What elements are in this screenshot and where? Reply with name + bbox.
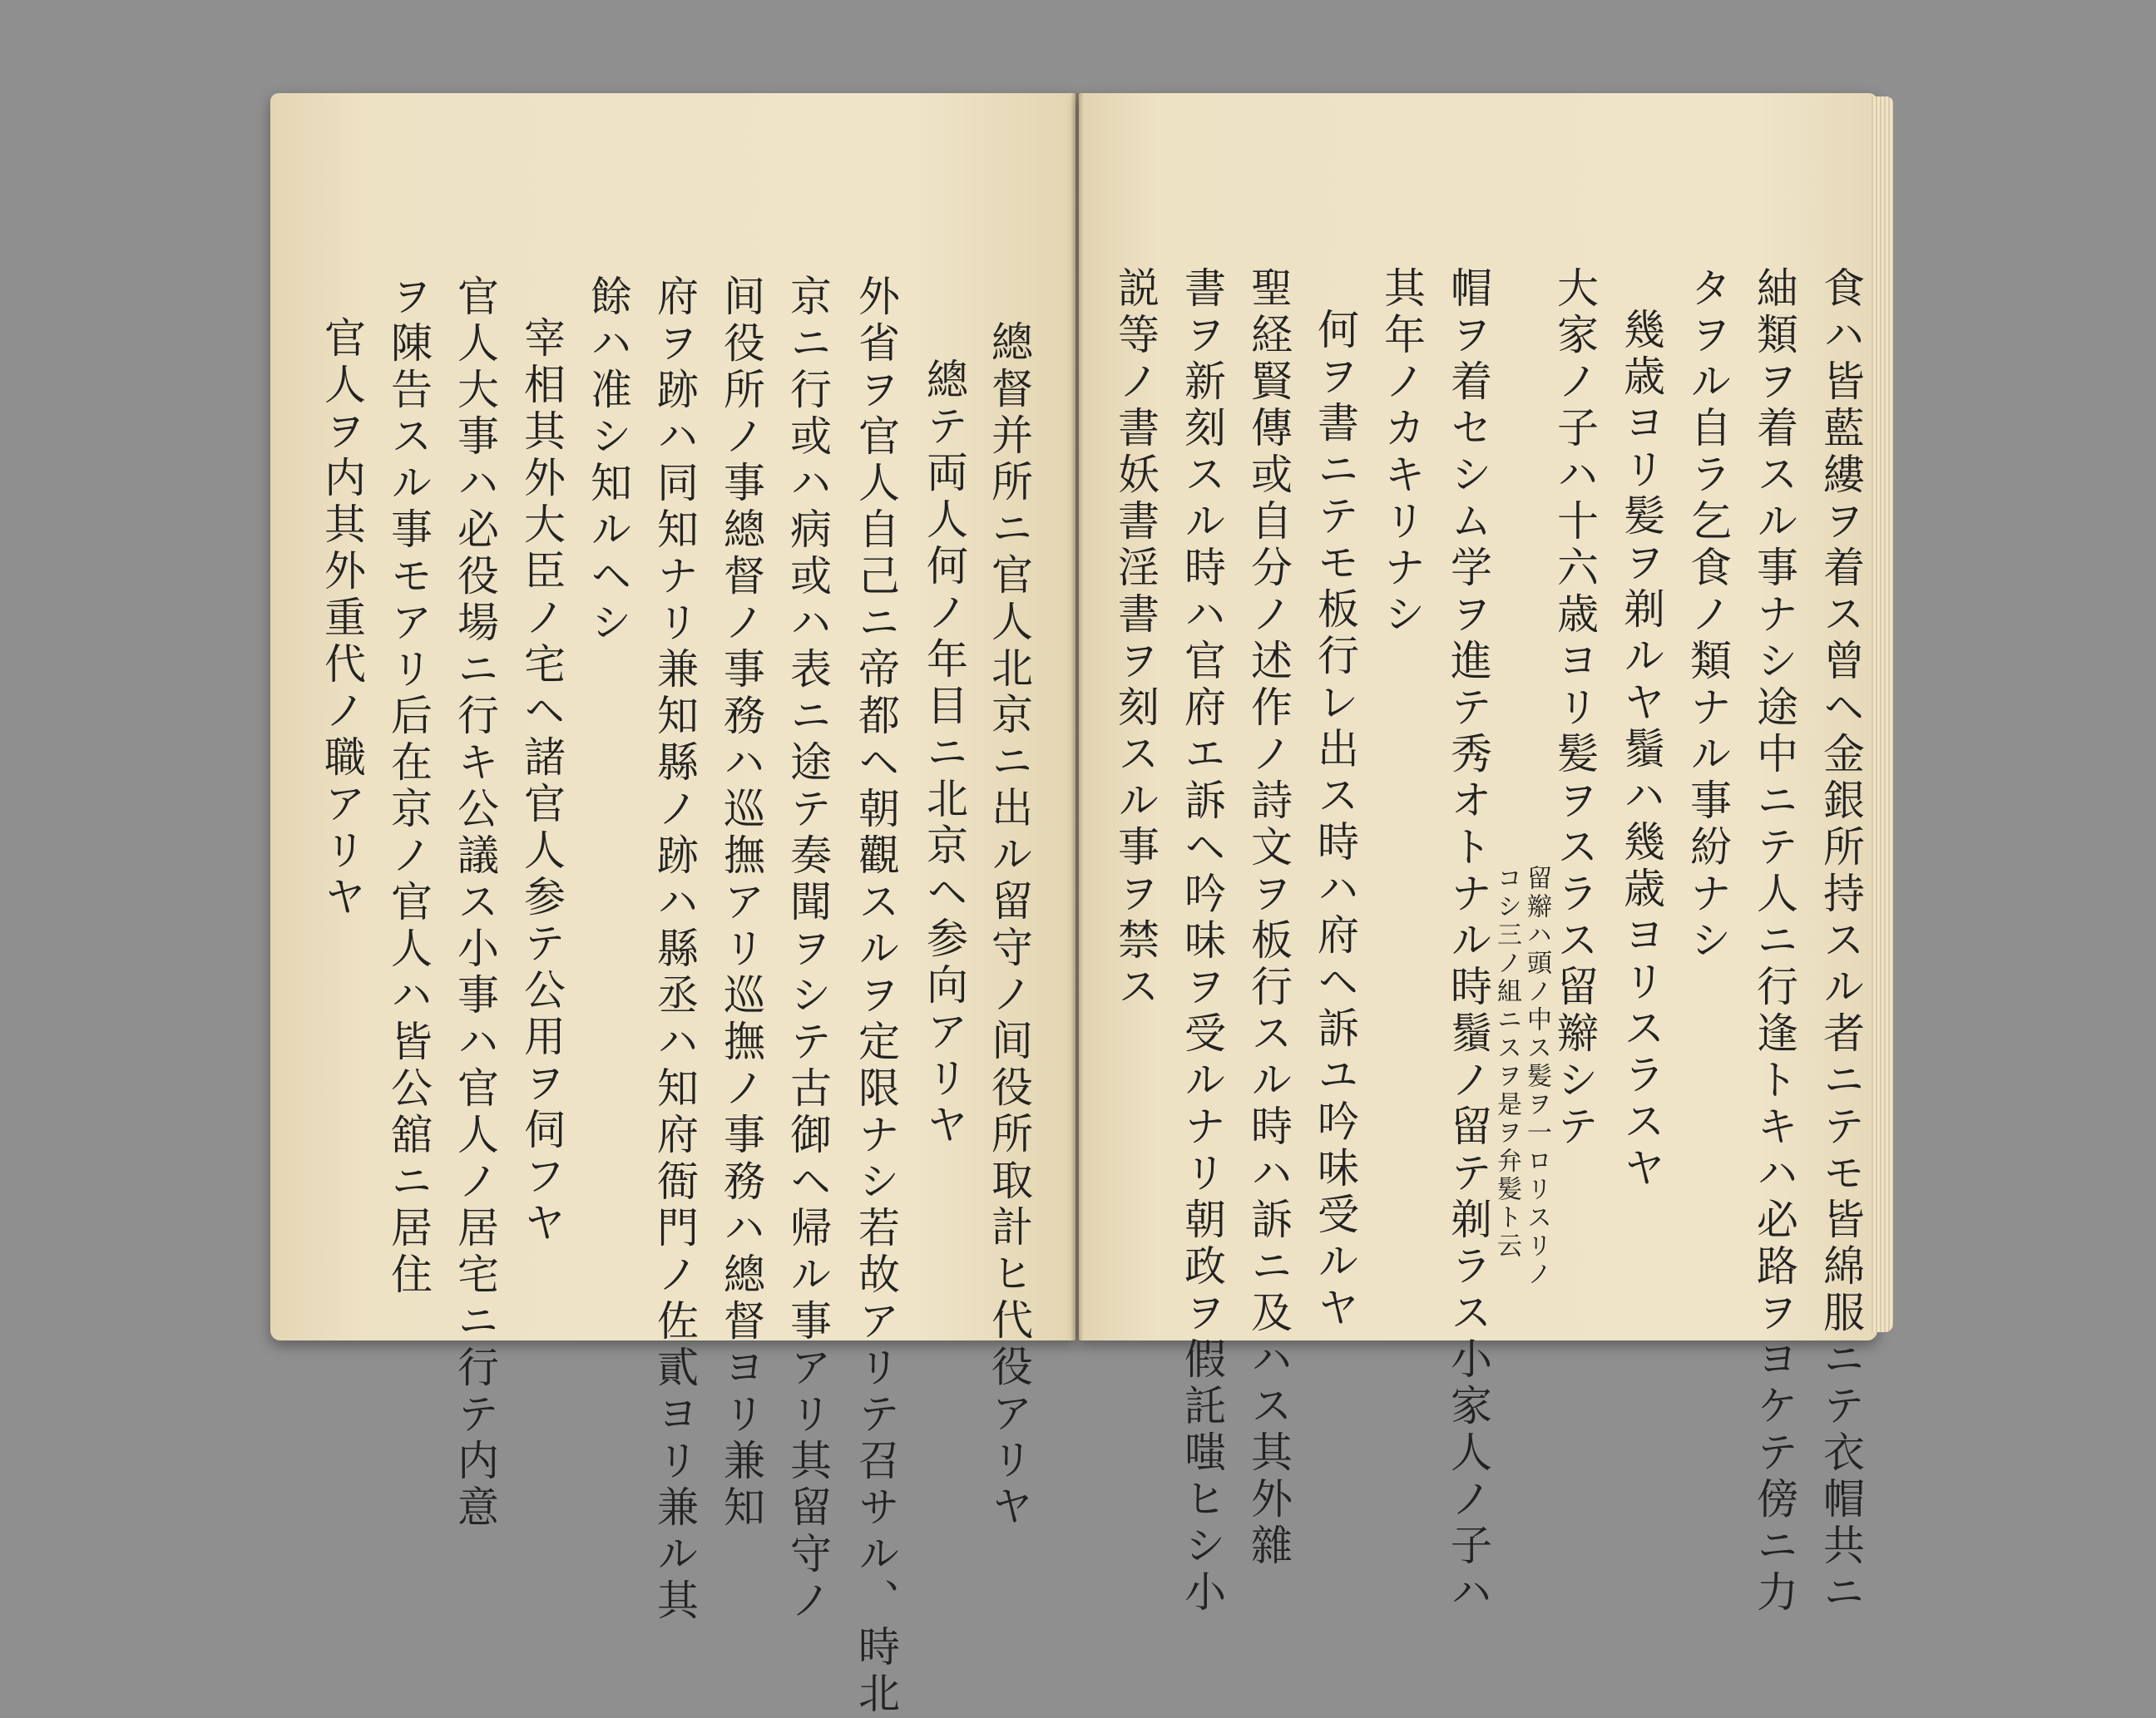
annotation-note: コシ三ノ組ニスヲ是ヲ弁髪ト云 — [1492, 865, 1521, 1261]
right-text-column: 大家ノ子ハ十六歳ヨリ髪ヲスラス留辮シテ — [1550, 266, 1599, 1151]
right-text-column: 何ヲ書ニテモ板行レ出ス時ハ府ヘ訴ユ吟味受ルヤ — [1311, 308, 1359, 1332]
left-text-column: 府ヲ跡ハ同知ナリ兼知縣ノ跡ハ縣丞ハ知府衙門ノ佐貳ヨリ兼ル其 — [650, 274, 699, 1625]
left-text-column: 外省ヲ官人自己ニ帝都ヘ朝觀スルヲ定限ナシ若故アリテ召サル、時北 — [852, 274, 900, 1718]
left-text-column: 官人ヲ内其外重代ノ職アリヤ — [318, 316, 366, 921]
right-text-column: 聖経賢傳或自分ノ述作ノ詩文ヲ板行スル時ハ訴ニ及ハス其外雜 — [1244, 266, 1293, 1570]
right-text-column: 幾歳ヨリ髪ヲ剃ルヤ鬚ハ幾歳ヨリスラスヤ — [1617, 308, 1665, 1192]
left-text-column: 宰相其外大臣ノ宅ヘ諸官人参テ公用ヲ伺フヤ — [517, 316, 566, 1247]
left-text-column: ヲ陳告スル事モアリ后在京ノ官人ハ皆公舘ニ居住 — [384, 274, 433, 1299]
left-text-column: 餘ハ准シ知ルヘシ — [584, 274, 632, 647]
right-text-column: 其年ノカキリナシ — [1377, 266, 1426, 639]
left-text-column: 總督并所ニ官人北京ニ出ル留守ノ间役所取計ヒ代役アリヤ — [985, 320, 1033, 1531]
right-text-column: 帽ヲ着セシム学ヲ進テ秀オトナル時鬚ノ留テ剃ラス小家人ノ子ハ — [1444, 266, 1492, 1617]
left-text-column: 京ニ行或ハ病或ハ表ニ途テ奏聞ヲシテ古御ヘ帰ル事アリ其留守ノ — [784, 274, 832, 1625]
right-text-column: 紬類ヲ着スル事ナシ途中ニテ人ニ行逢トキハ必路ヲヨケテ傍ニ力 — [1750, 266, 1798, 1617]
book-gutter — [1071, 93, 1084, 1340]
right-text-column: 食ハ皆藍縷ヲ着ス曾ヘ金銀所持スル者ニテモ皆綿服ニテ衣帽共ニ — [1817, 266, 1865, 1617]
left-text-column: 间役所ノ事總督ノ事務ハ巡撫アリ巡撫ノ事務ハ總督ヨリ兼知 — [717, 274, 765, 1532]
page-edge-stack — [1872, 96, 1893, 1332]
left-text-column: 官人大事ハ必役場ニ行キ公議ス小事ハ官人ノ居宅ニ行テ内意 — [451, 274, 499, 1532]
right-text-column: 書ヲ新刻スル時ハ官府エ訴ヘ吟味ヲ受ルナリ朝政ヲ假託嗤ヒシ小 — [1178, 266, 1226, 1617]
right-text-column: タヲル自ラ乞食ノ類ナル事紛ナシ — [1684, 266, 1732, 965]
annotation-note: 留辮ハ頭ノ中ス髪ヲ一ロリスリノ — [1522, 865, 1551, 1289]
left-text-column: 總テ両人何ノ年目ニ北京ヘ参向アリヤ — [920, 358, 968, 1149]
right-text-column: 説等ノ書妖書淫書ヲ刻スル事ヲ禁ス — [1111, 266, 1160, 1011]
